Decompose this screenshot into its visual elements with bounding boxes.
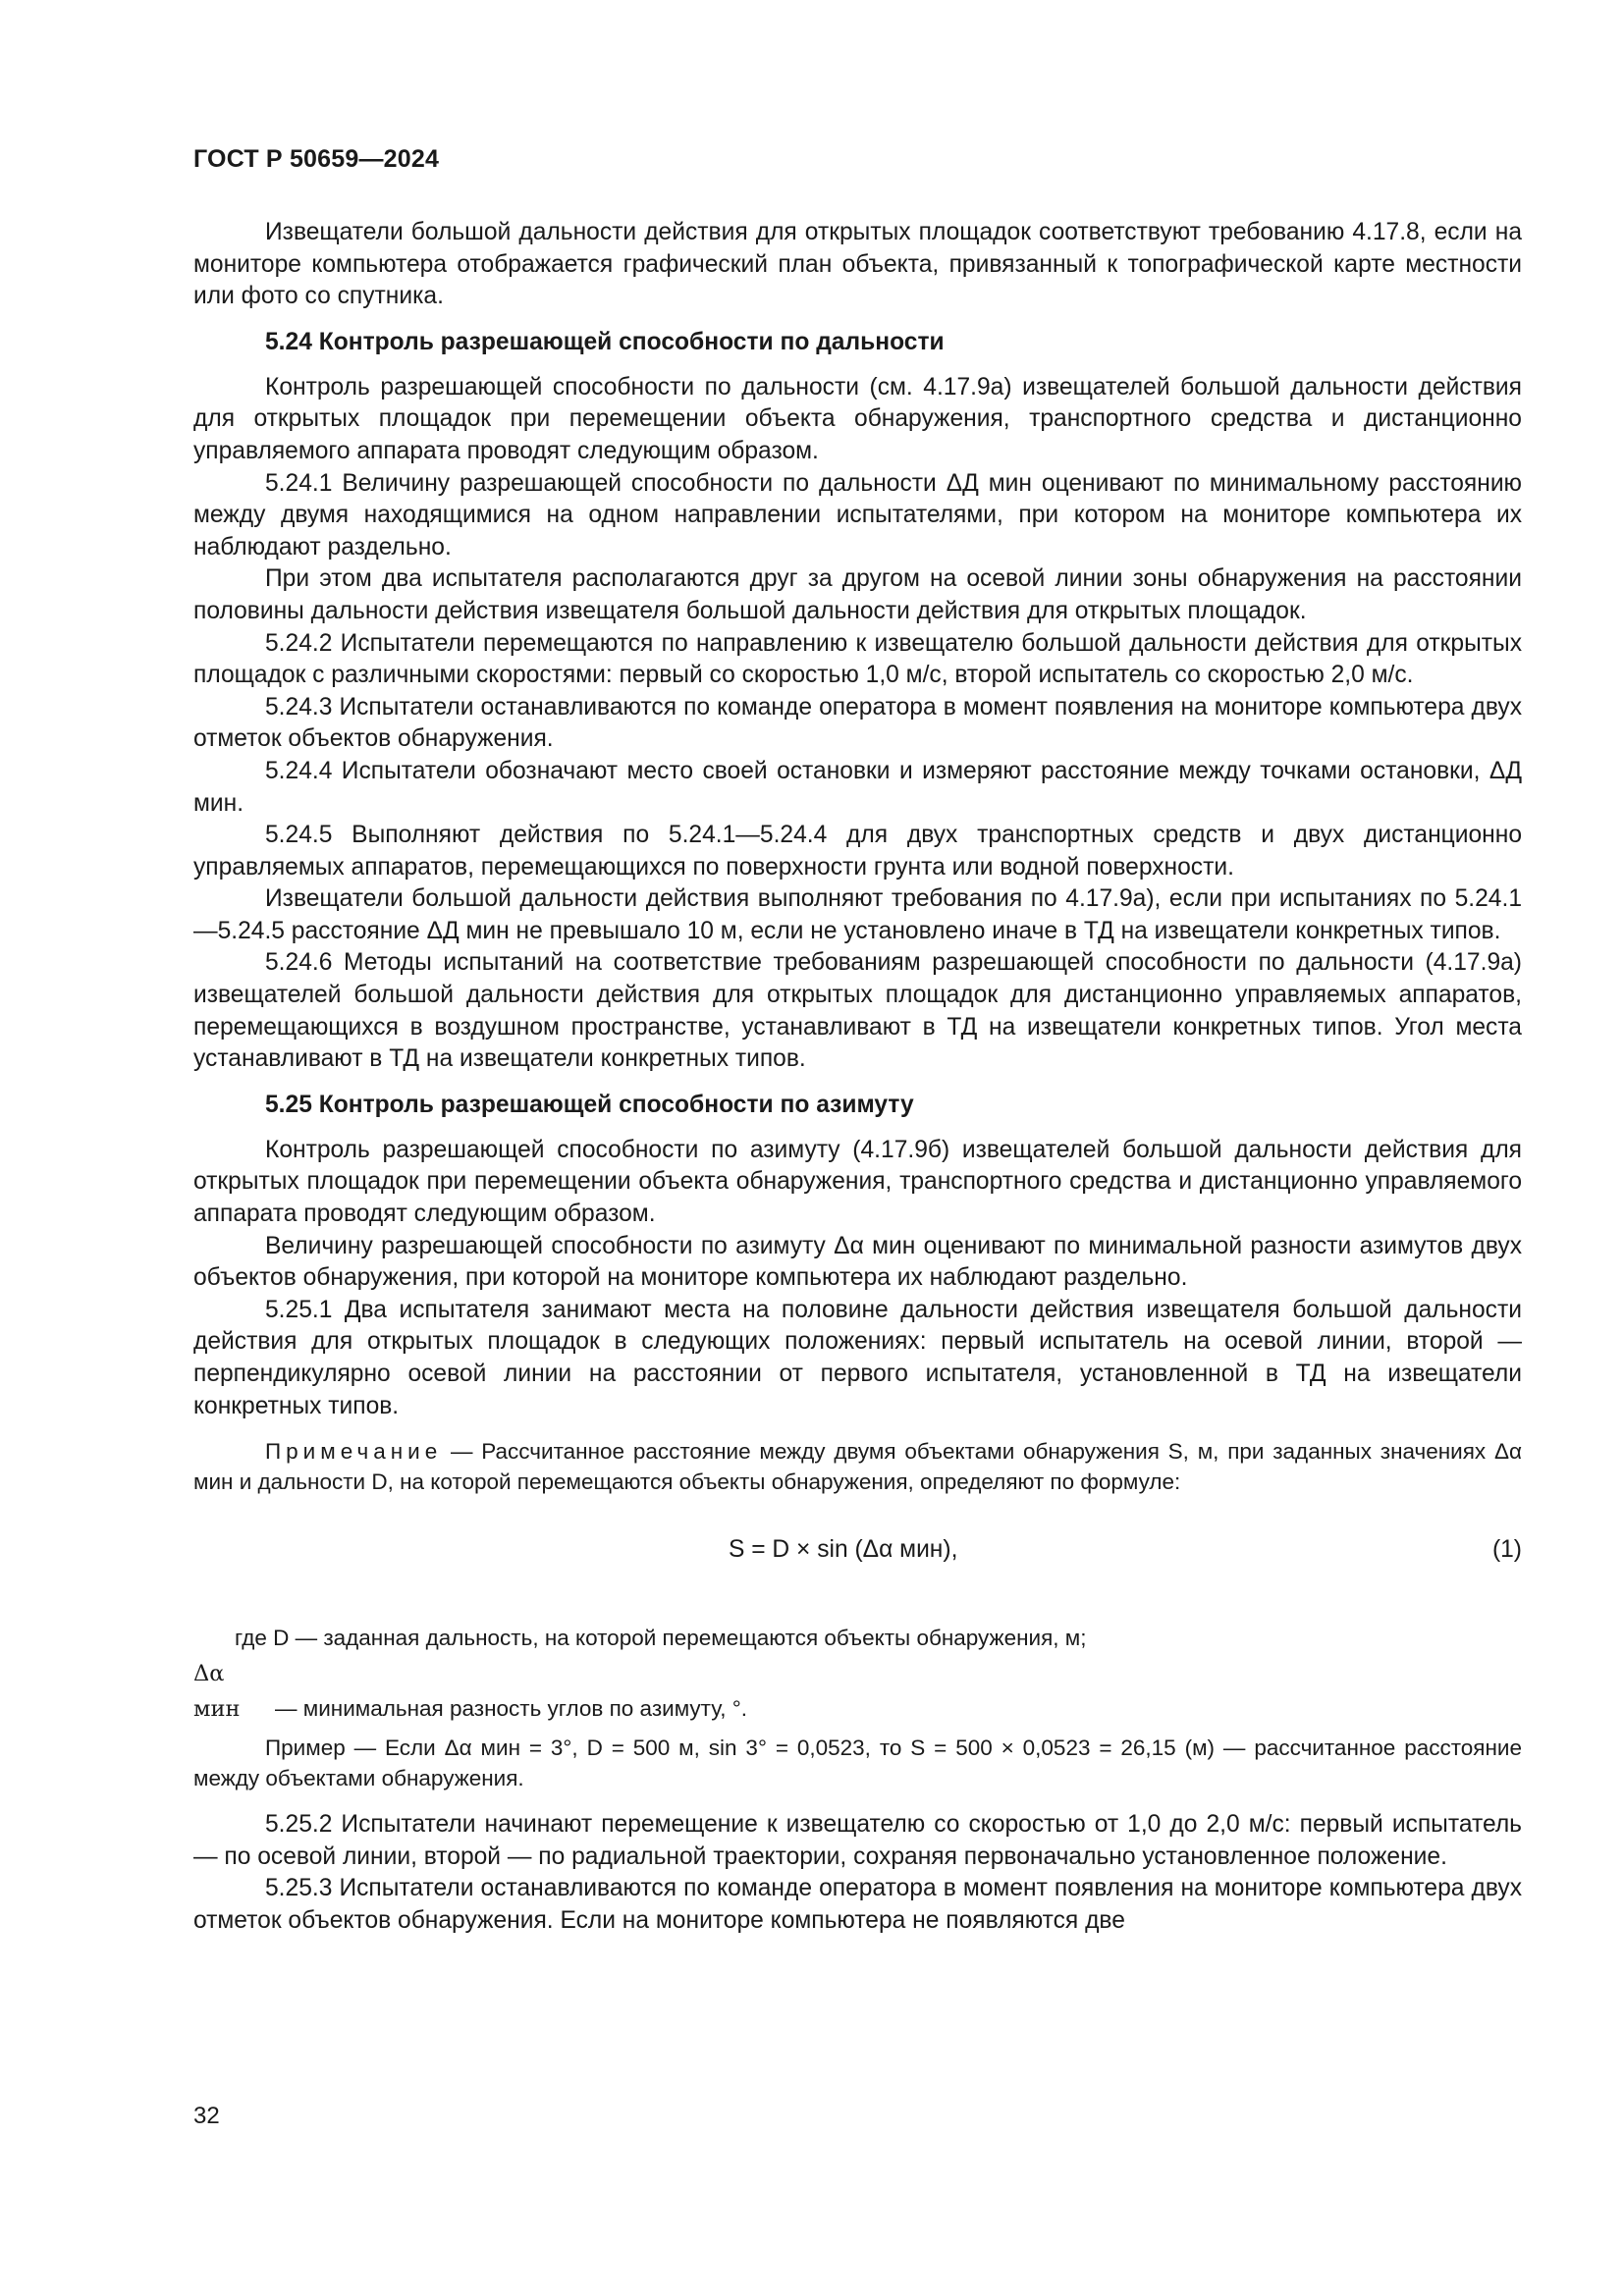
paragraph-5-24-5: 5.24.5 Выполняют действия по 5.24.1—5.24.4 для двух транспортных средств и двух дистанционно управляемых аппаратов, перемещающихся по поверхности грунта или водной поверхности. [193,822,1522,881]
legend-text: — минимальная разность углов по азимуту, °. [275,1696,747,1722]
paragraph-5-25-1: 5.25.1 Два испытателя занимают места на половине дальности действия извещателя большой дальности действия для открытых площадок в следующих положениях: первый испытатель на осевой линии, второй — перпендикулярно осевой линии на расстоянии от первого испытателя, установленной в ТД на извещатели конкретных типов. [193,1296,1522,1419]
paragraph-5-25-azimuth: Величину разрешающей способности по азимуту Δα мин оценивают по минимальной разности азимутов двух объектов обнаружения, при которой на мониторе компьютера их наблюдают раздельно. [193,1232,1522,1292]
paragraph-5-24-4: 5.24.4 Испытатели обозначают место своей остановки и измеряют расстояние между точками остановки, ΔД мин. [193,757,1522,817]
paragraph-5-25-3: 5.25.3 Испытатели останавливаются по команде оператора в момент появления на мониторе компьютера двух отметок объектов обнаружения. Если на мониторе компьютера не появляются две [193,1875,1522,1934]
formula-legend [193,1621,1522,1727]
paragraph-5-24-2: 5.24.2 Испытатели перемещаются по направлению к извещателю большой дальности действия для открытых площадок с различными скоростями: первый со скоростью 1,0 м/с, второй испытатель со скоростью 2,0 м/с. [193,629,1522,689]
note [193,1436,1522,1497]
paragraph-5-24-intro: Контроль разрешающей способности по дальности (см. 4.17.9а) извещателей большой дальности действия для открытых площадок при перемещении объекта обнаружения, транспортного средства и дистанционно управляемого аппарата проводят следующим образом. [193,373,1522,464]
page-number: 32 [193,2103,220,2129]
note-label: Примечание [265,1439,443,1465]
formula: S = D × sin (Δα мин), [729,1536,958,1564]
legend-symbol: Δα мин [193,1661,241,1723]
formula-row [193,1536,1522,1575]
example: Пример — Если Δα мин = 3°, D = 500 м, sin 3° = 0,0523, то S = 500 × 0,0523 = 26,15 (м) — рассчитанное расстояние между объектами обнаружения. [193,1735,1522,1791]
formula-number: (1) [1491,1536,1522,1564]
legend-item-d: где D — заданная дальность, на которой перемещаются объекты обнаружения, м; [235,1626,1087,1651]
paragraph-5-24-3: 5.24.3 Испытатели останавливаются по команде оператора в момент появления на мониторе компьютера двух отметок объектов обнаружения. [193,693,1522,753]
paragraph-5-24-5-cont: Извещатели большой дальности действия выполняют требования по 4.17.9а), если при испытаниях по 5.24.1—5.24.5 расстояние ΔД мин не превышало 10 м, если не установлено иначе в ТД на извещатели конкретных типов. [193,885,1522,944]
paragraph-5-24-6: 5.24.6 Методы испытаний на соответствие требованиям разрешающей способности по дальности (4.17.9а) извещателей большой дальности действия для открытых площадок для дистанционно управляемых аппаратов, перемещающихся в воздушном пространстве, устанавливают в ТД на извещатели конкретных типов. Угол места устанавливают в ТД на извещатели конкретных типов. [193,949,1522,1073]
paragraph-5-24-1: 5.24.1 Величину разрешающей способности по дальности ΔД мин оценивают по минимальному расстоянию между двумя находящимися на одном направлении испытателями, при котором на мониторе компьютера их наблюдают раздельно. [193,469,1522,561]
document-code-header: ГОСТ Р 50659—2024 [193,145,440,173]
paragraph-5-25-intro: Контроль разрешающей способности по азимуту (4.17.9б) извещателей большой дальности действия для открытых площадок при перемещении объекта обнаружения, транспортного средства и дистанционно управляемого аппарата проводят следующим образом. [193,1136,1522,1228]
note-text: — Рассчитанное расстояние между двумя объектами обнаружения S, м, при заданных значениях Δα мин и дальности D, на которой перемещаются объекты обнаружения, определяют по формуле: [193,1439,1522,1495]
legend-item-delta-alpha [193,1656,1522,1727]
section-title-5-24: 5.24 Контроль разрешающей способности по дальности [265,328,945,355]
paragraph-intro: Извещатели большой дальности действия для открытых площадок соответствуют требованию 4.17.8, если на мониторе компьютера отображается графический план объекта, привязанный к топографической карте местности или фото со спутника. [193,219,1522,310]
paragraph-5-24-1-cont: При этом два испытателя располагаются друг за другом на осевой линии зоны обнаружения на расстоянии половины дальности действия извещателя большой дальности действия для открытых площадок. [193,565,1522,624]
paragraph-5-25-2: 5.25.2 Испытатели начинают перемещение к извещателю со скоростью от 1,0 до 2,0 м/с: первый испытатель — по осевой линии, второй — по радиальной траектории, сохраняя первоначально установленное положение. [193,1811,1522,1870]
document-page [193,145,1522,1938]
section-title-5-25: 5.25 Контроль разрешающей способности по азимуту [265,1091,914,1118]
